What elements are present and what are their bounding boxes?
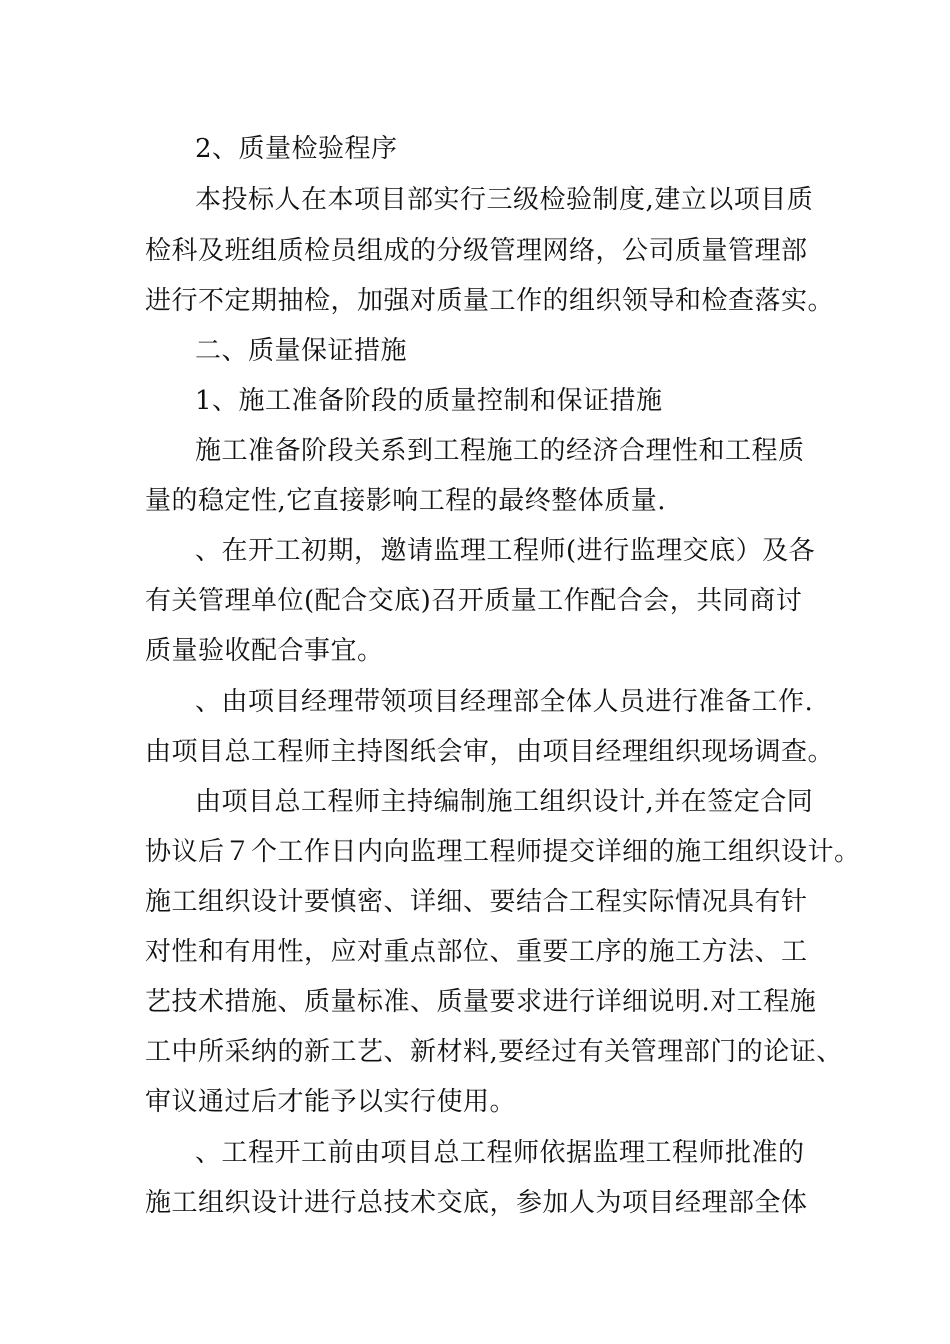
paragraph-line: 、工程开工前由项目总工程师依据监理工程师批准的 [195, 1138, 805, 1168]
section-heading: 1、施工准备阶段的质量控制和保证措施 [195, 386, 663, 416]
paragraph-line: 施工组织设计要慎密、详细、要结合工程实际情况具有针 [145, 887, 808, 917]
paragraph-line: 本投标人在本项目部实行三级检验制度,建立以项目质 [195, 185, 814, 215]
paragraph-line: 审议通过后才能予以实行使用。 [145, 1087, 517, 1117]
paragraph-line: 质量验收配合事宜。 [145, 636, 384, 666]
paragraph-line: 量的稳定性,它直接影响工程的最终整体质量. [145, 486, 667, 516]
paragraph-line: 对性和有用性，应对重点部位、重要工序的施工方法、工 [145, 937, 808, 967]
paragraph-line: 由项目总工程师主持图纸会审，由项目经理组织现场调查。 [145, 737, 835, 767]
paragraph-line: 由项目总工程师主持编制施工组织设计,并在签定合同 [195, 787, 814, 817]
paragraph-line: 、在开工初期，邀请监理工程师(进行监理交底）及各 [195, 536, 816, 566]
paragraph-line: 协议后７个工作日内向监理工程师提交详细的施工组织设计。 [145, 837, 861, 867]
section-heading: 二、质量保证措施 [195, 336, 408, 366]
paragraph-line: 施工组织设计进行总技术交底，参加人为项目经理部全体 [145, 1188, 808, 1218]
paragraph-line: 进行不定期抽检，加强对质量工作的组织领导和检查落实。 [145, 286, 835, 316]
paragraph-line: 工中所采纳的新工艺、新材料,要经过有关管理部门的论证、 [145, 1037, 843, 1067]
paragraph-line: 、由项目经理带领项目经理部全体人员进行准备工作. [195, 687, 814, 717]
paragraph-line: 有关管理单位(配合交底)召开质量工作配合会，共同商讨 [145, 586, 803, 616]
paragraph-line: 艺技术措施、质量标准、质量要求进行详细说明.对工程施 [145, 987, 817, 1017]
paragraph-line: 施工准备阶段关系到工程施工的经济合理性和工程质 [195, 436, 805, 466]
section-heading: 2、质量检验程序 [195, 134, 398, 164]
paragraph-line: 检科及班组质检员组成的分级管理网络，公司质量管理部 [145, 236, 808, 266]
